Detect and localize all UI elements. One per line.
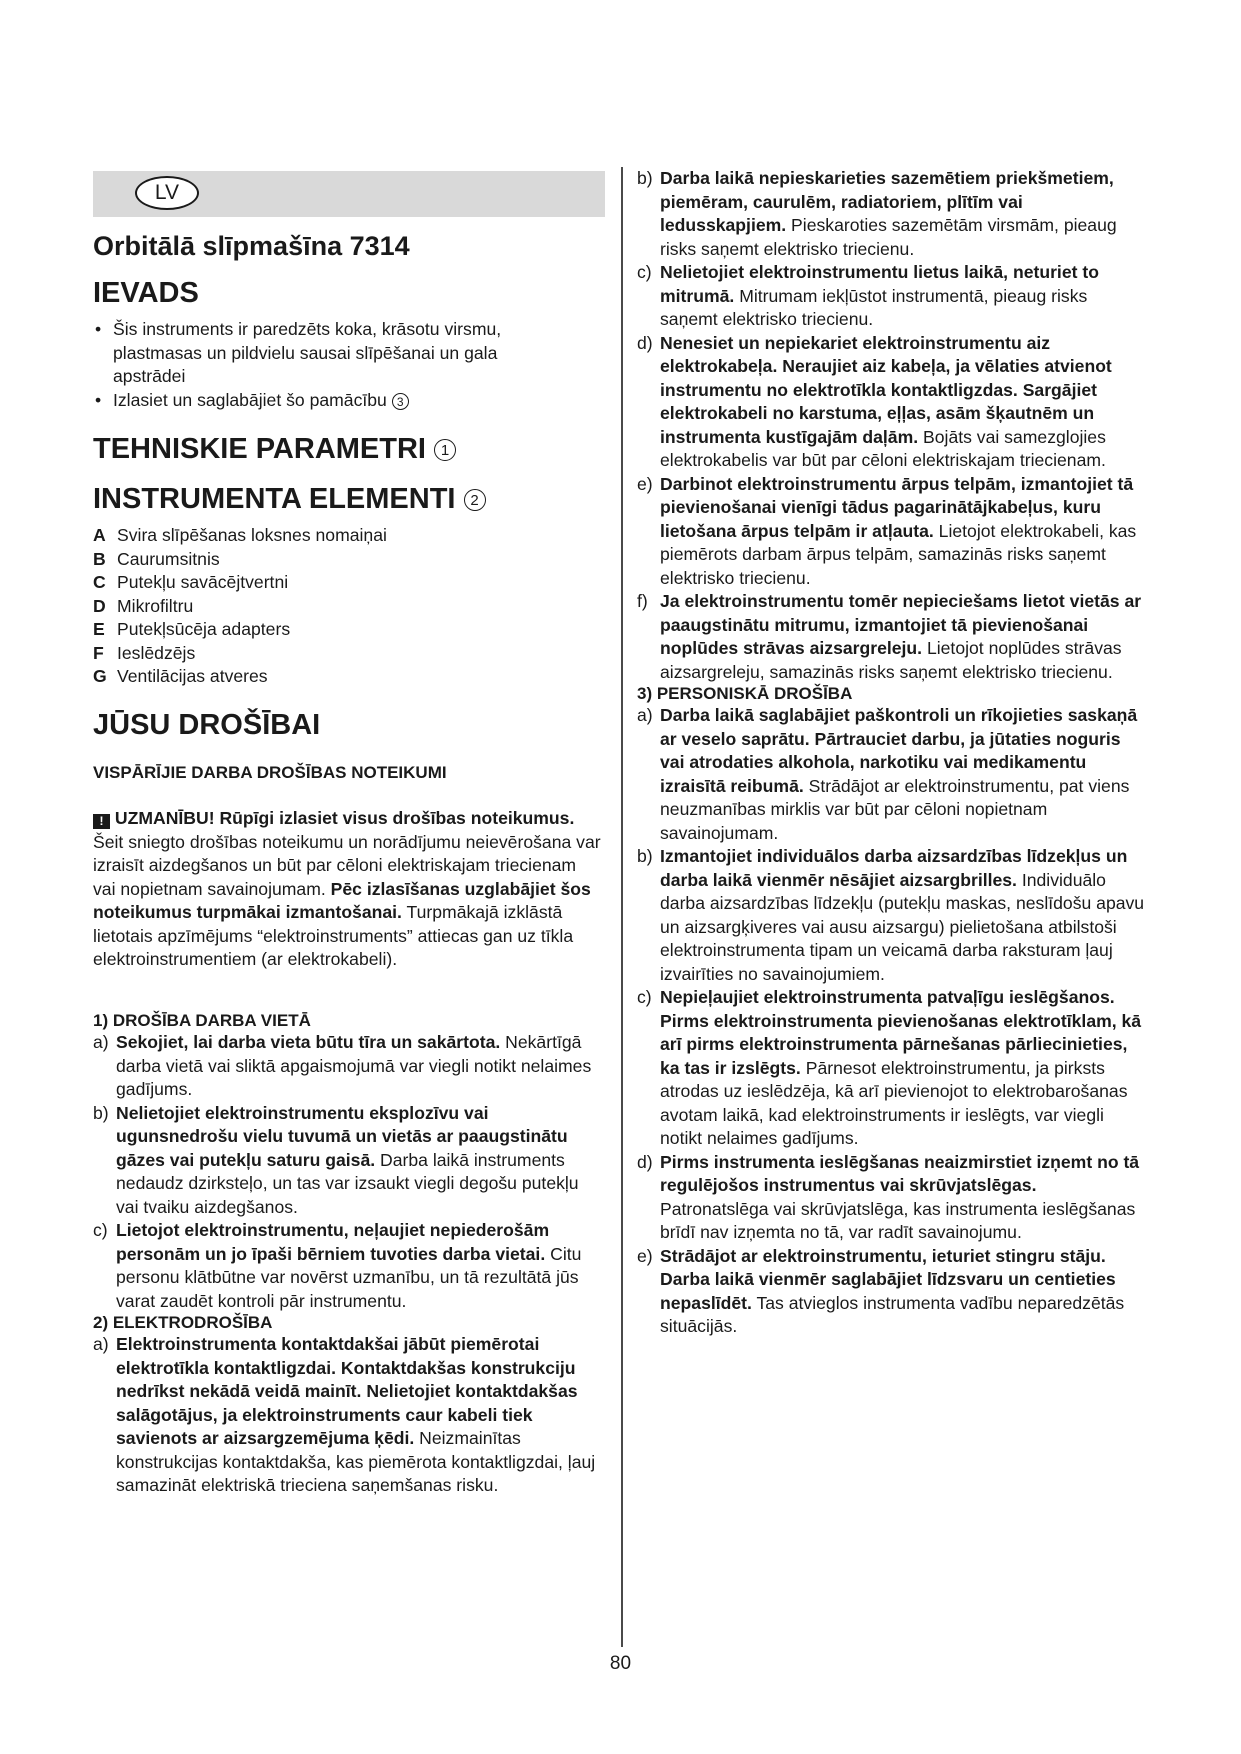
part-g: G Ventilācijas atveres	[93, 666, 268, 686]
sec1-item-b: b) Nelietojiet elektroinstrumentu eksplozīvu vai ugunsnedrošu vielu tuvumā un vietās ar paaugstinātu gāzes vai putekļu saturu gaisā. Darba laikā instruments nedaudz dzirksteļo, un tas var izsaukt viegli degošu putekļu vai tvaiku aizdegšanos.	[93, 1102, 579, 1217]
part-e: E Putekļsūcēja adapters	[93, 619, 291, 639]
ievads-bullet-2: • Izlasiet un saglabājiet šo pamācību 3	[93, 389, 563, 413]
column-divider	[621, 167, 623, 1647]
elementi-heading: INSTRUMENTA ELEMENTI 2	[93, 483, 486, 516]
section-1	[93, 1011, 603, 1498]
sec3-item-a: a) Darba laikā saglabājiet paškontroli un rīkojieties saskaņā ar veselo saprātu. Pārtrauciet darbu, ja jūtaties noguris vai atrodaties alkohola, narkotiku vai medikamentu izraisītā reibumā. Strādājot ar elektroinstrumentu, pat viens neuzmanības mirklis var būt par cēloni nopietnam savainojumam.	[637, 705, 1138, 843]
part-d: D Mikrofiltru	[93, 595, 194, 616]
sec3-item-b: b) Izmantojiet individuālos darba aizsardzības līdzekļus un darba laikā vienmēr nēsājiet aizsargbrilles. Individuālo darba aizsardzības līdzekļu (putekļu maskas, neslīdošu apavu un aizsargķiveres vai ausu aizsargu) pielietošana atbilstoši elektroinstrumenta tipam un veicamā darba raksturam ļauj izvairīties no savainojumiem.	[637, 846, 1145, 984]
ref-2-icon: 2	[464, 489, 486, 511]
parts-list	[93, 524, 387, 689]
sec1-heading: 1) DROŠĪBA DARBA VIETĀ	[93, 1011, 311, 1030]
part-a: A Svira slīpēšanas loksnes nomaiņai	[93, 525, 387, 545]
sec2-heading: 2) ELEKTRODROŠĪBA	[93, 1313, 273, 1332]
part-b: B Caurumsitnis	[93, 548, 220, 569]
sec2-item-c: c) Nelietojiet elektroinstrumentu lietus laikā, neturiet to mitrumā. Mitrumam iekļūstot instrumentā, pieaug risks saņemt elektrisko triecienu.	[637, 262, 1099, 329]
right-column	[637, 167, 1149, 1339]
ref-3-icon: 3	[392, 393, 409, 410]
sec3-item-c: c) Nepieļaujiet elektroinstrumenta patvaļīgu ieslēgšanos. Pirms elektroinstrumenta pievienošanas elektrotīklam, kā arī pirms elektroinstrumenta pārnešanas pārliecinieties, ka tas ir izslēgts. Pārnesot elektroinstrumentu, ja pirksts atrodas uz ieslēdzēja, kā arī pievienojot to elektrobarošanas avotam laikā, kad elektroinstruments ir ieslēgts, var viegli notikt nelaimes gadījums.	[637, 987, 1142, 1148]
part-c: C Putekļu savācējtvertni	[93, 572, 289, 592]
sec3-heading: 3) PERSONISKĀ DROŠĪBA	[637, 684, 853, 703]
sec3-item-d: d) Pirms instrumenta ieslēgšanas neaizmirstiet izņemt no tā regulējošos instrumentus vai skrūvjatslēgas. Patronatslēga vai skrūvjatslēga, kas instrumenta ieslēgšanas brīdī nav izņemta no tā, var radīt savainojumu.	[637, 1151, 1140, 1242]
tehniskie-heading: TEHNISKIE PARAMETRI 1	[93, 433, 456, 466]
language-badge: LV	[135, 176, 199, 210]
page-number: 80	[609, 1653, 632, 1674]
drosibai-heading: JŪSU DROŠĪBAI	[93, 709, 321, 741]
sec2-item-e: e) Darbinot elektroinstrumentu ārpus telpām, izmantojiet tā pievienošanai vienīgi tādus pagarinātājkabeļus, kuru lietošana ārpus telpām ir atļauta. Lietojot elektrokabeli, kas piemērots darbam ārpus telpām, samazinās risks saņemt elektrisko triecienu.	[637, 473, 1137, 588]
part-f: F Ieslēdzējs	[93, 642, 196, 663]
page-title: Orbitālā slīpmašīna 7314	[93, 231, 410, 261]
warning-icon: !	[93, 814, 110, 829]
ref-1-icon: 1	[434, 439, 456, 461]
sec2-item-b: b) Darba laikā nepieskarieties sazemētiem priekšmetiem, piemēram, caurulēm, radiatoriem, plītīm vai ledusskapjiem. Pieskaroties sazemētām virsmām, pieaug risks saņemt elektrisko triecienu.	[637, 168, 1117, 259]
sec1-item-c: c) Lietojot elektroinstrumentu, neļaujiet nepiederošām personām un jo īpaši bērniem tuvoties darba vietai. Citu personu klātbūtne var novērst uzmanību, un tā rezultātā jūs varat zaudēt kontroli pār instrumentu.	[93, 1220, 582, 1311]
sec2-item-d: d) Nenesiet un nepiekariet elektroinstrumentu aiz elektrokabeļa. Neraujiet aiz kabeļa, ja vēlaties atvienot instrumentu no elektrotīkla kontaktligzdas. Sargājiet elektrokabeli no karstuma, eļļas, asām šķautnēm un instrumenta kustīgajām daļām. Bojāts vai samezglojies elektrokabelis var būt par cēloni elektriskajam triecienam.	[637, 332, 1112, 470]
sec2-item-a: a) Elektroinstrumenta kontaktdakšai jābūt piemērotai elektrotīkla kontaktligzdai. Kontaktdakšas konstrukciju nedrīkst nekādā veidā mainīt. Nelietojiet kontaktdakšas salāgotājus, ja elektroinstruments caur kabeli tiek savienots ar aizsargzemējuma ķēdi. Neizmainītas konstrukcijas kontaktdakša, kas piemērota kontaktligzdai, ļauj samazināt elektriskā trieciena saņemšanas risku.	[93, 1334, 596, 1495]
language-bar	[93, 171, 605, 217]
sec1-item-a: a) Sekojiet, lai darba vieta būtu tīra un sakārtota. Nekārtīgā darba vietā vai sliktā apgaismojumā var viegli notikt nelaimes gadījums.	[93, 1032, 592, 1099]
sec2-item-f: f) Ja elektroinstrumentu tomēr nepieciešams lietot vietās ar paaugstinātu mitrumu, izmantojiet tā pievienošanai noplūdes strāvas aizsargreleju. Lietojot noplūdes strāvas aizsargreleju, samazinās risks saņemt elektrisko triecienu.	[637, 591, 1142, 682]
ievads-bullet-1: • Šis instruments ir paredzēts koka, krāsotu virsmu, plastmasas un pildvielu sausai slīpēšanai un gala apstrādei	[93, 318, 563, 389]
warning-paragraph: ! UZMANĪBU! Rūpīgi izlasiet visus drošības noteikumus. Šeit sniegto drošības noteikumu un norādījumu neievērošana var izraisīt aizdegšanos un būt par cēloni elektriskajam triecienam vai nopietnam savainojumam. Pēc izlasīšanas uzglabājiet šos noteikumus turpmākai izmantošanai. Turpmākajā izklāstā lietotais apzīmējums “elektroinstruments” attiecas gan uz tīkla elektroinstrumentiem (ar elektrokabeli).	[93, 808, 601, 969]
general-rules-subheading: VISPĀRĪJIE DARBA DROŠĪBAS NOTEIKUMI	[93, 763, 447, 782]
ievads-heading: IEVADS	[93, 277, 199, 309]
sec3-item-e: e) Strādājot ar elektroinstrumentu, ieturiet stingru stāju. Darba laikā vienmēr saglabājiet līdzsvaru un centieties nepaslīdēt. Tas atvieglos instrumenta vadību neparedzētās situācijās.	[637, 1245, 1125, 1336]
ievads-bullets	[93, 318, 563, 412]
